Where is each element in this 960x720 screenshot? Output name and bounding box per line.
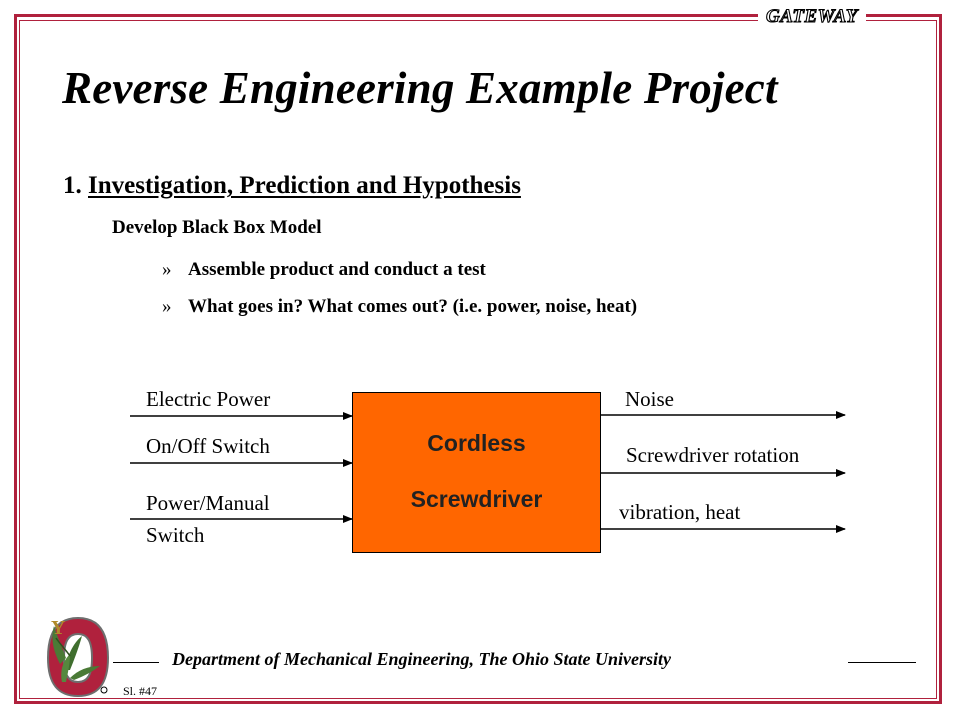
black-box-label-line2: Screwdriver [410, 486, 543, 512]
bullet-text: Assemble product and conduct a test [188, 259, 486, 280]
section-title: Investigation, Prediction and Hypothesis [88, 172, 521, 199]
gateway-brand: GATEWAY [758, 6, 866, 28]
input-label-electric-power: Electric Power [146, 387, 271, 411]
footer-department: Department of Mechanical Engineering, The Ohio State University [172, 649, 672, 669]
input-label-switch: Switch [146, 523, 205, 547]
output-label-vibration-heat: vibration, heat [619, 500, 741, 524]
footer-rule-right [848, 662, 916, 663]
footer-rule-left [113, 662, 159, 663]
bullet-marker: » [162, 296, 172, 317]
ohio-state-logo [40, 612, 116, 704]
output-label-screwdriver-rotation: Screwdriver rotation [626, 443, 800, 467]
bullet-text: What goes in? What comes out? (i.e. power, noise, heat) [188, 296, 638, 317]
bullet-marker: » [162, 259, 172, 280]
section-number: 1. [63, 172, 82, 199]
output-label-noise: Noise [625, 387, 674, 411]
input-label-on-off-switch: On/Off Switch [146, 434, 270, 458]
input-label-power-manual: Power/Manual [146, 491, 270, 515]
subheading: Develop Black Box Model [112, 217, 322, 238]
slide-title: Reverse Engineering Example Project [62, 63, 778, 113]
slide-number: Sl. #47 [123, 684, 158, 698]
black-box-label-line1: Cordless [427, 430, 526, 456]
svg-text:Y: Y [51, 617, 66, 639]
